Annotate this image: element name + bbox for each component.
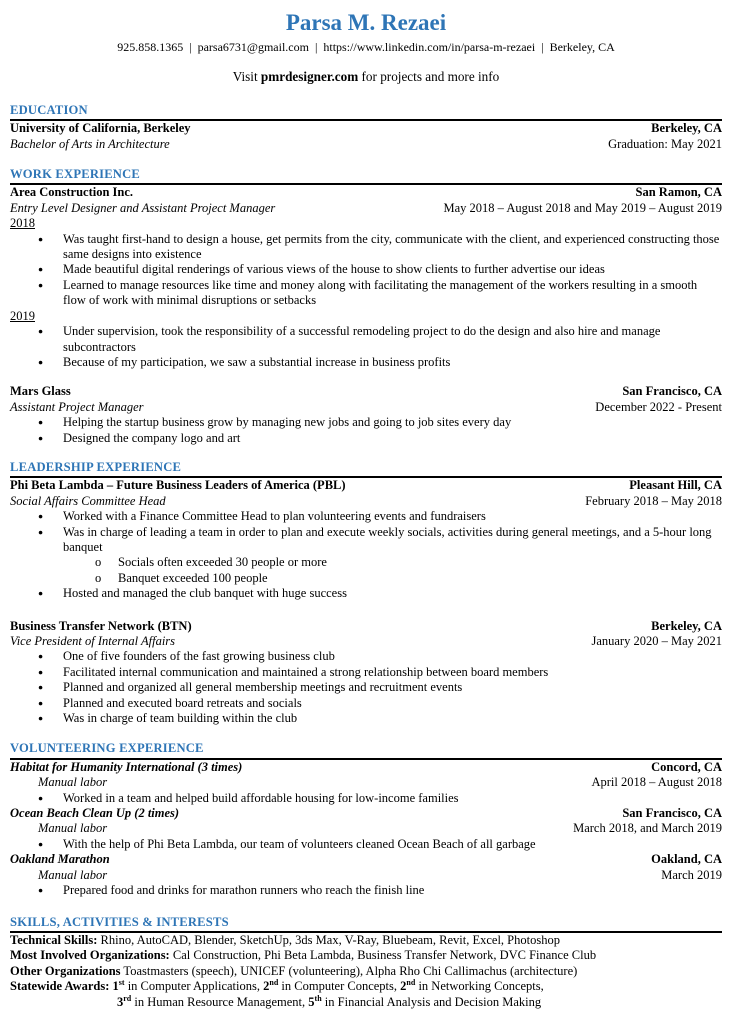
bullet-item: ● Planned and organized all general membership meetings and recruitment events <box>38 680 463 695</box>
sub-bullet-icon: o <box>95 555 102 570</box>
bullet-icon: ● <box>38 588 44 599</box>
position-title: Social Affairs Committee Head <box>10 493 166 508</box>
bullet-item: ● Worked with a Finance Committee Head to plan volunteering events and fundraisers <box>38 509 486 524</box>
section-title: WORK EXPERIENCE <box>10 167 141 182</box>
contact-line <box>10 40 722 55</box>
entry-dates: March 2019 <box>661 867 722 882</box>
position-title: Manual labor <box>38 775 108 790</box>
entry-subheader-row <box>10 137 722 152</box>
bullet-icon: ● <box>38 713 44 724</box>
award-rank: 1st <box>112 977 125 994</box>
entry-dates: January 2020 – May 2021 <box>591 634 722 648</box>
section-title: EDUCATION <box>10 102 88 117</box>
bullet-item: ● Was in charge of leading a team in order to plan and execute weekly socials, activities during general meetings, and a 5-hour long banquet <box>38 524 712 554</box>
organization-name: Habitat for Humanity International (3 times) <box>10 759 243 774</box>
education-section <box>10 103 722 152</box>
section-header <box>10 915 722 933</box>
bullet-icon: ● <box>38 279 44 290</box>
entry-dates: May 2018 – August 2018 and May 2019 – August 2019 <box>443 200 722 215</box>
bullet-icon: ● <box>38 651 44 662</box>
location-text: Berkeley, CA <box>549 40 615 54</box>
organization-name: Oakland Marathon <box>10 852 110 867</box>
job-title: Entry Level Designer and Assistant Project Manager <box>10 200 276 215</box>
entry-subheader-row <box>10 634 722 649</box>
bullet-icon: ● <box>38 432 44 443</box>
bullet-item: ● With the help of Phi Beta Lambda, our team of volunteers cleaned Ocean Beach of all garbage <box>38 836 536 851</box>
entry-dates: March 2018, and March 2019 <box>573 821 722 836</box>
award-text: in Financial Analysis and Decision Making <box>321 994 542 1009</box>
entry-header-row <box>10 760 722 775</box>
bullet-item: ● Hosted and managed the club banquet with huge success <box>38 586 347 601</box>
entry-subheader-row <box>10 775 722 790</box>
entry-dates: April 2018 – August 2018 <box>591 775 722 790</box>
bullet-icon: ● <box>38 697 44 708</box>
degree-name: Bachelor of Arts in Architecture <box>10 136 170 151</box>
entry-location: Berkeley, CA <box>651 121 722 136</box>
job-entry <box>10 185 722 370</box>
entry-header-row <box>10 384 722 399</box>
leadership-entry <box>10 478 722 601</box>
section-title: LEADERSHIP EXPERIENCE <box>10 459 182 474</box>
school-name: University of California, Berkeley <box>10 121 191 136</box>
most-involved-organizations-row <box>10 948 722 963</box>
bullet-item: ● Designed the company logo and art <box>38 430 241 445</box>
year-subheading: 2018 <box>10 216 35 231</box>
work-experience-section <box>10 167 722 446</box>
person-name: Parsa M. Rezaei <box>285 10 447 35</box>
leadership-entry <box>10 619 722 727</box>
entry-subheader-row <box>10 201 722 216</box>
bullet-item: ● Learned to manage resources like time and money along with facilitating the management of the workers resulting in a smooth flow of work with minimal disruptions or setbacks <box>38 277 698 308</box>
bullet-icon: ● <box>38 356 44 367</box>
bullet-item: ● Made beautiful digital renderings of various views of the house to show clients to further advertise our ideas <box>38 262 605 277</box>
entry-location: San Francisco, CA <box>622 384 722 399</box>
volunteering-entry <box>10 760 722 806</box>
bullet-icon: ● <box>38 511 44 522</box>
year-subheading: 2019 <box>10 308 35 323</box>
entry-location: Concord, CA <box>651 759 722 774</box>
company-name: Mars Glass <box>10 384 71 399</box>
bullet-icon: ● <box>38 792 44 803</box>
entry-header-row <box>10 478 722 493</box>
bullet-item: ● Was in charge of team building within the club <box>38 711 298 726</box>
bullet-icon: ● <box>38 417 44 428</box>
entry-header-row <box>10 619 722 634</box>
entry-location: Oakland, CA <box>651 852 722 867</box>
other-organizations-row <box>10 964 722 979</box>
entry-header-row <box>10 121 722 136</box>
tagline: Visit pmrdesigner.com for projects and more info <box>232 69 500 85</box>
entry-location: San Ramon, CA <box>635 185 722 200</box>
linkedin-url[interactable]: https://www.linkedin.com/in/parsa-m-rezaei <box>323 40 536 54</box>
bullet-item: ● Facilitated internal communication and maintained a strong relationship between board members <box>38 664 549 679</box>
skill-label: Most Involved Organizations: <box>10 948 170 963</box>
bullet-icon: ● <box>38 682 44 693</box>
separator: | <box>189 40 192 54</box>
section-header <box>10 741 722 759</box>
award-rank: 5th <box>308 993 322 1009</box>
entry-subheader-row <box>10 868 722 883</box>
volunteering-entry <box>10 852 722 898</box>
statewide-awards-row-2 <box>117 995 722 1010</box>
separator: | <box>541 40 544 54</box>
position-title: Manual labor <box>38 867 108 882</box>
company-name: Area Construction Inc. <box>10 185 134 200</box>
job-entry <box>10 384 722 446</box>
bullet-item: ● Prepared food and drinks for marathon runners who reach the finish line <box>38 883 425 898</box>
position-title: Manual labor <box>38 821 108 836</box>
skill-label: Statewide Awards: <box>10 979 113 994</box>
bullet-item: ● Worked in a team and helped build affordable housing for low-income families <box>38 790 459 805</box>
skill-values: Rhino, AutoCAD, Blender, SketchUp, 3ds Max, V-Ray, Bluebeam, Revit, Excel, Photoshop <box>97 932 560 947</box>
bullet-icon: ● <box>38 264 44 275</box>
bullet-icon: ● <box>38 666 44 677</box>
entry-header-row <box>10 185 722 200</box>
section-title: SKILLS, ACTIVITIES & INTERESTS <box>10 914 229 929</box>
bullet-item: ● Because of my participation, we saw a substantial increase in business profits <box>38 354 451 369</box>
website-link[interactable]: pmrdesigner.com <box>260 69 359 85</box>
volunteering-experience-section <box>10 741 722 898</box>
section-header <box>10 460 722 478</box>
sub-bullet-item: o Banquet exceeded 100 people <box>95 570 268 585</box>
skill-values: Toastmasters (speech), UNICEF (volunteering), Alpha Rho Chi Callimachus (architecture) <box>120 963 578 978</box>
skill-label: Technical Skills: <box>10 932 98 947</box>
entry-subheader-row <box>10 821 722 836</box>
skills-section <box>10 915 722 1010</box>
bullet-icon: ● <box>38 526 44 537</box>
section-title: VOLUNTEERING EXPERIENCE <box>10 741 204 756</box>
bullet-item: ● Helping the startup business grow by managing new jobs and going to job sites every day <box>38 415 512 430</box>
separator: | <box>314 40 318 54</box>
entry-location: Pleasant Hill, CA <box>629 478 722 493</box>
email-address[interactable]: parsa6731@gmail.com <box>197 40 309 54</box>
entry-header-row <box>10 852 722 867</box>
award-rank: 3rd <box>117 993 132 1009</box>
award-text: in Computer Applications, <box>124 979 264 994</box>
skill-label: Other Organizations <box>10 963 121 978</box>
sub-bullet-item: o Socials often exceeded 30 people or more <box>95 555 327 570</box>
job-title: Assistant Project Manager <box>10 399 144 414</box>
bullet-item: ● Under supervision, took the responsibility of a successful remodeling project to do the design and also hire and manage subcontractors <box>38 324 661 354</box>
bullet-icon: ● <box>38 838 44 849</box>
award-text: in Computer Concepts, <box>278 979 401 994</box>
volunteering-entry <box>10 806 722 852</box>
section-header <box>10 103 722 121</box>
award-text: in Human Resource Management, <box>131 994 309 1009</box>
award-rank: 2nd <box>263 977 279 994</box>
bullet-item: ● One of five founders of the fast growing business club <box>38 649 335 664</box>
bullet-item: ● Planned and executed board retreats and socials <box>38 695 302 710</box>
entry-subheader-row <box>10 400 722 415</box>
entry-subheader-row <box>10 494 722 509</box>
award-text: in Networking Concepts, <box>415 979 544 994</box>
skill-values: Cal Construction, Phi Beta Lambda, Business Transfer Network, DVC Finance Club <box>169 948 597 963</box>
award-rank: 2nd <box>400 977 416 994</box>
entry-location: San Francisco, CA <box>622 806 722 821</box>
entry-dates: December 2022 - Present <box>595 399 722 414</box>
statewide-awards-row <box>10 979 722 994</box>
position-title: Vice President of Internal Affairs <box>10 634 176 648</box>
organization-name: Ocean Beach Clean Up (2 times) <box>10 806 180 821</box>
entry-location: Berkeley, CA <box>651 618 722 633</box>
phone-number: 925.858.1365 <box>117 40 184 54</box>
bullet-icon: ● <box>38 885 44 896</box>
entry-dates: February 2018 – May 2018 <box>585 493 722 508</box>
bullet-item: ● Was taught first-hand to design a house, get permits from the city, communicate with the client, and experienced constructing those same designs into existence <box>38 231 720 262</box>
technical-skills-row <box>10 933 722 948</box>
entry-header-row <box>10 806 722 821</box>
organization-name: Business Transfer Network (BTN) <box>10 618 192 633</box>
organization-name: Phi Beta Lambda – Future Business Leaders of America (PBL) <box>10 478 346 493</box>
graduation-date: Graduation: May 2021 <box>608 136 722 151</box>
leadership-experience-section <box>10 460 722 727</box>
bullet-icon: ● <box>38 326 44 337</box>
section-header <box>10 167 722 185</box>
bullet-icon: ● <box>38 233 44 244</box>
sub-bullet-icon: o <box>95 570 102 585</box>
